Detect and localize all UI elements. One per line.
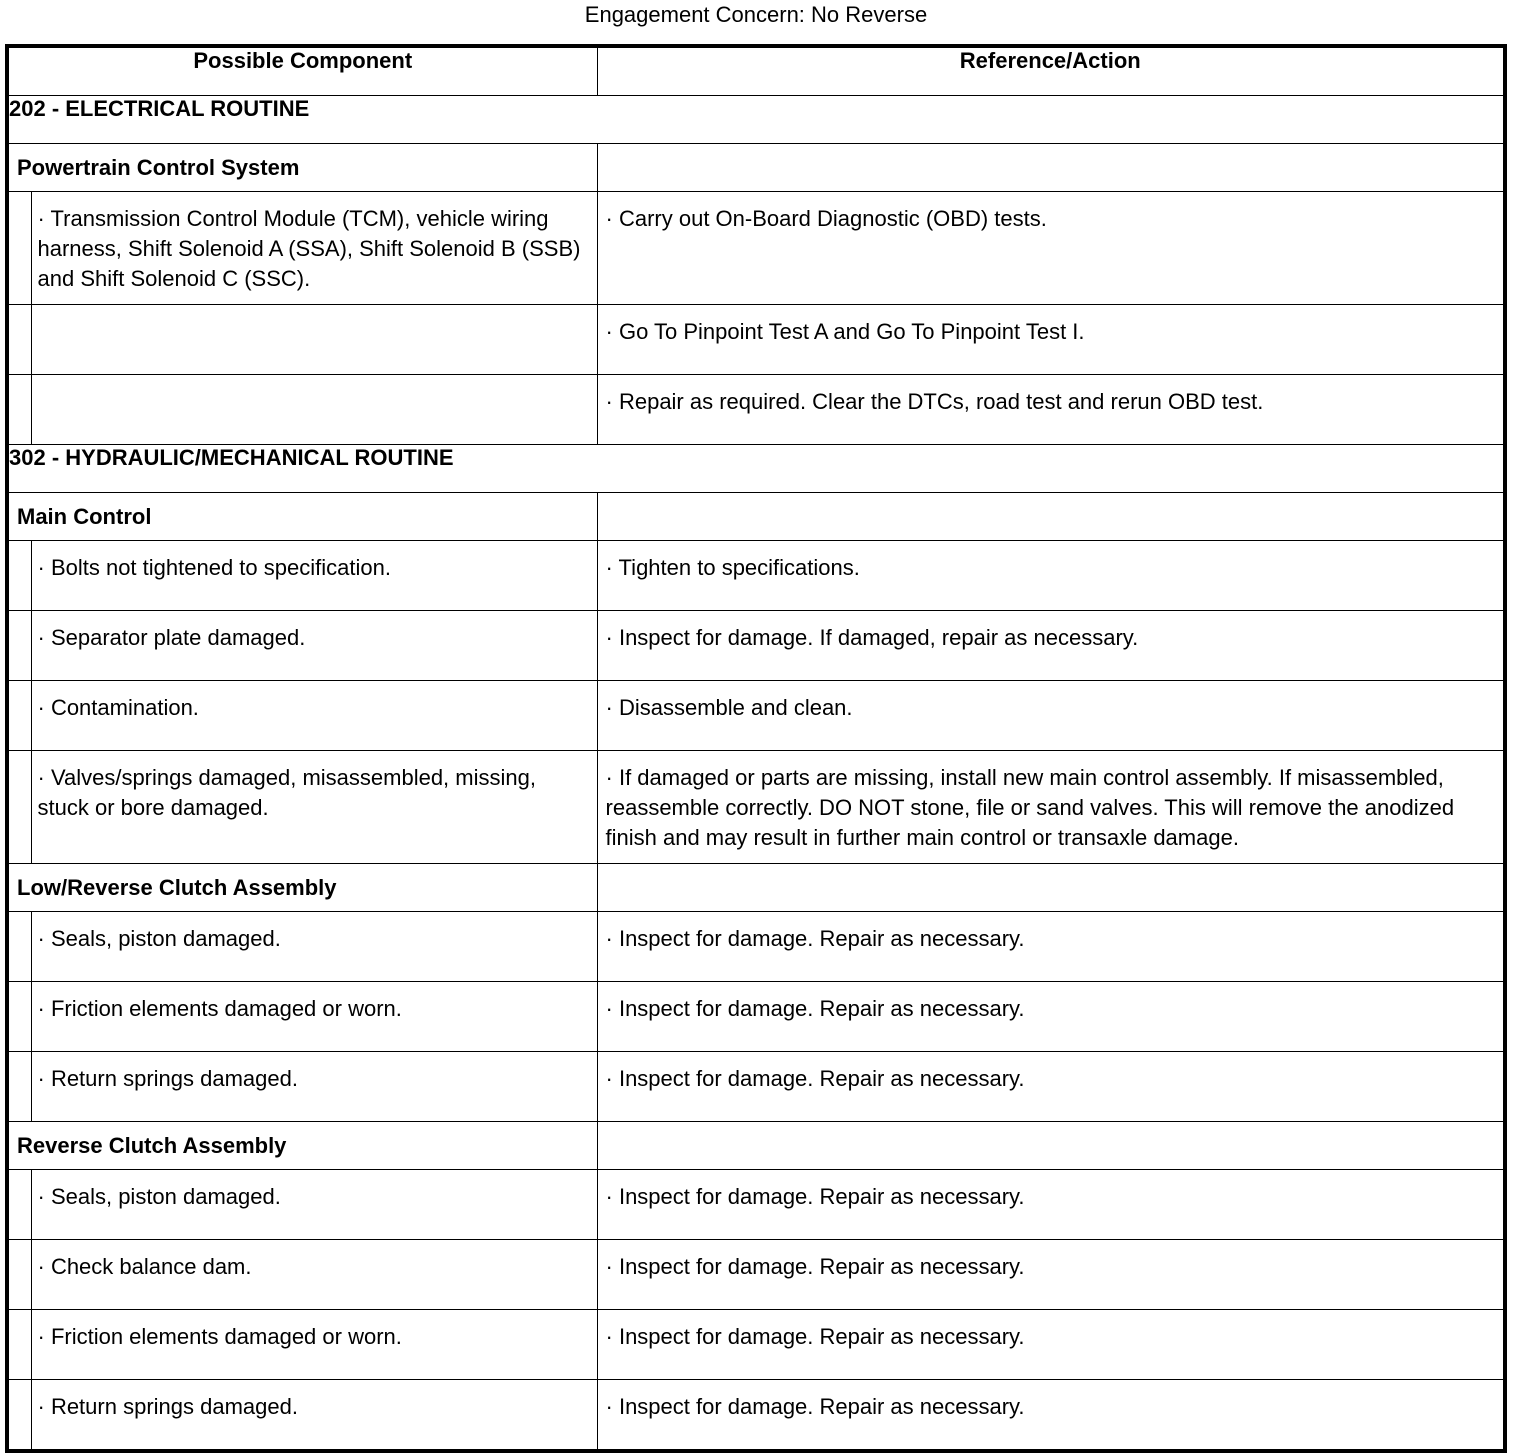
routine-row bbox=[7, 445, 1505, 493]
indent-cell bbox=[7, 375, 31, 445]
diagnostic-table bbox=[5, 44, 1507, 1453]
indent-cell bbox=[7, 1052, 31, 1122]
component-cell bbox=[31, 305, 597, 375]
reference-cell: · Disassemble and clean. bbox=[597, 681, 1505, 751]
indent-cell bbox=[7, 611, 31, 681]
reference-cell: · Inspect for damage. Repair as necessary. bbox=[597, 982, 1505, 1052]
table-row bbox=[7, 1310, 1505, 1380]
component-cell: · Contamination. bbox=[31, 681, 597, 751]
table-row bbox=[7, 375, 1505, 445]
indent-cell bbox=[7, 541, 31, 611]
reference-cell: · Go To Pinpoint Test A and Go To Pinpoint Test I. bbox=[597, 305, 1505, 375]
component-cell: · Valves/springs damaged, misassembled, missing, stuck or bore damaged. bbox=[31, 751, 597, 864]
table-row bbox=[7, 751, 1505, 864]
header-reference-action: Reference/Action bbox=[597, 46, 1505, 96]
routine-title: 202 - ELECTRICAL ROUTINE bbox=[7, 96, 1505, 144]
routine-row bbox=[7, 96, 1505, 144]
table-row bbox=[7, 982, 1505, 1052]
reference-cell: · If damaged or parts are missing, install new main control assembly. If misassembled, reassemble correctly. DO NOT stone, file or sand valves. This will remove the anodized finish and may result in further main control or transaxle damage. bbox=[597, 751, 1505, 864]
indent-cell bbox=[7, 751, 31, 864]
reference-cell: · Tighten to specifications. bbox=[597, 541, 1505, 611]
component-cell: · Bolts not tightened to specification. bbox=[31, 541, 597, 611]
indent-cell bbox=[7, 1240, 31, 1310]
component-cell: · Separator plate damaged. bbox=[31, 611, 597, 681]
component-cell: · Check balance dam. bbox=[31, 1240, 597, 1310]
table-row bbox=[7, 1380, 1505, 1452]
group-row bbox=[7, 144, 1505, 192]
component-cell: · Seals, piston damaged. bbox=[31, 912, 597, 982]
indent-cell bbox=[7, 305, 31, 375]
indent-cell bbox=[7, 982, 31, 1052]
table-row bbox=[7, 1170, 1505, 1240]
table-header-row bbox=[7, 46, 1505, 96]
group-name: Powertrain Control System bbox=[7, 144, 597, 192]
reference-cell: · Inspect for damage. Repair as necessary. bbox=[597, 1240, 1505, 1310]
group-reference-empty bbox=[597, 864, 1505, 912]
table-row bbox=[7, 681, 1505, 751]
reference-cell: · Inspect for damage. Repair as necessary. bbox=[597, 1310, 1505, 1380]
table-row bbox=[7, 541, 1505, 611]
group-row bbox=[7, 864, 1505, 912]
reference-cell: · Inspect for damage. Repair as necessary. bbox=[597, 1380, 1505, 1452]
group-row bbox=[7, 1122, 1505, 1170]
table-row bbox=[7, 1240, 1505, 1310]
group-name: Main Control bbox=[7, 493, 597, 541]
component-cell: · Seals, piston damaged. bbox=[31, 1170, 597, 1240]
component-cell bbox=[31, 375, 597, 445]
component-cell: · Return springs damaged. bbox=[31, 1052, 597, 1122]
component-cell: · Friction elements damaged or worn. bbox=[31, 982, 597, 1052]
component-cell: · Friction elements damaged or worn. bbox=[31, 1310, 597, 1380]
group-reference-empty bbox=[597, 493, 1505, 541]
header-possible-component: Possible Component bbox=[7, 46, 597, 96]
reference-cell: · Inspect for damage. Repair as necessary. bbox=[597, 912, 1505, 982]
group-name: Reverse Clutch Assembly bbox=[7, 1122, 597, 1170]
indent-cell bbox=[7, 1170, 31, 1240]
table-row bbox=[7, 1052, 1505, 1122]
table-row bbox=[7, 912, 1505, 982]
group-reference-empty bbox=[597, 1122, 1505, 1170]
group-name: Low/Reverse Clutch Assembly bbox=[7, 864, 597, 912]
reference-cell: · Repair as required. Clear the DTCs, road test and rerun OBD test. bbox=[597, 375, 1505, 445]
table-row bbox=[7, 611, 1505, 681]
indent-cell bbox=[7, 912, 31, 982]
table-row bbox=[7, 192, 1505, 305]
page-title: Engagement Concern: No Reverse bbox=[584, 2, 928, 27]
reference-cell: · Carry out On-Board Diagnostic (OBD) tests. bbox=[597, 192, 1505, 305]
component-cell: · Transmission Control Module (TCM), vehicle wiring harness, Shift Solenoid A (SSA), Shift Solenoid B (SSB) and Shift Solenoid C (SSC). bbox=[31, 192, 597, 305]
group-row bbox=[7, 493, 1505, 541]
component-cell: · Return springs damaged. bbox=[31, 1380, 597, 1452]
indent-cell bbox=[7, 1380, 31, 1452]
reference-cell: · Inspect for damage. Repair as necessary. bbox=[597, 1170, 1505, 1240]
indent-cell bbox=[7, 192, 31, 305]
indent-cell bbox=[7, 681, 31, 751]
reference-cell: · Inspect for damage. If damaged, repair as necessary. bbox=[597, 611, 1505, 681]
table-row bbox=[7, 305, 1505, 375]
routine-title: 302 - HYDRAULIC/MECHANICAL ROUTINE bbox=[7, 445, 1505, 493]
reference-cell: · Inspect for damage. Repair as necessary. bbox=[597, 1052, 1505, 1122]
group-reference-empty bbox=[597, 144, 1505, 192]
indent-cell bbox=[7, 1310, 31, 1380]
